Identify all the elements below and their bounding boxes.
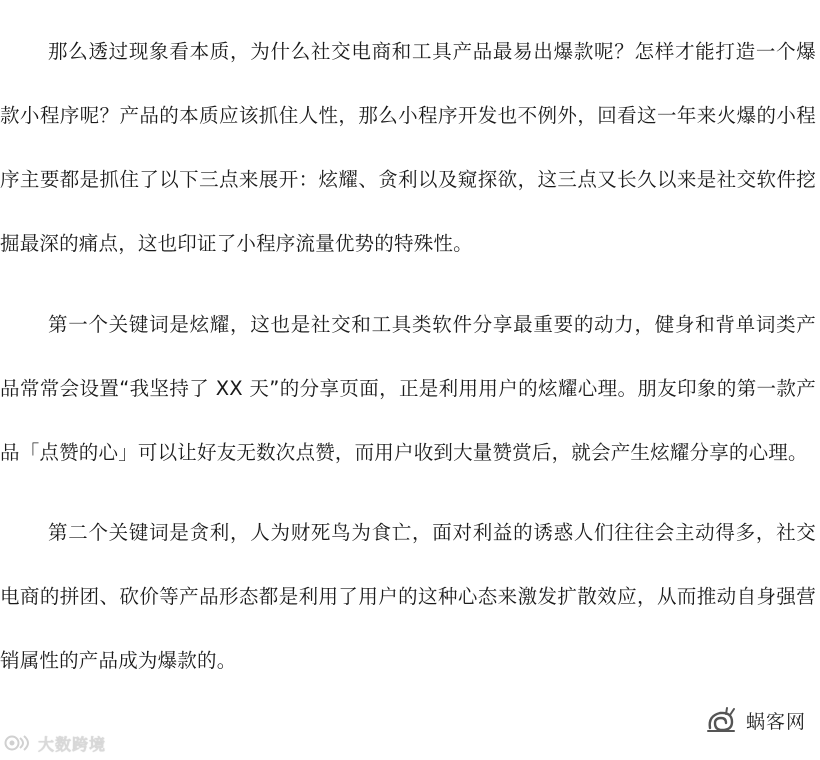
watermark-right-text: 蜗客网	[745, 710, 806, 733]
paragraph-1: 那么透过现象看本质，为什么社交电商和工具产品最易出爆款呢？怎样才能打造一个爆款小程序呢？产品的本质应该抓住人性，那么小程序开发也不例外，回看这一年来火爆的小程序主要都是抓住了以下三点来展开：炫耀、贪利以及窥探欲，这三点又长久以来是社交软件挖掘最深的痛点，这也印证了小程序流量优势的特殊性。	[0, 40, 816, 255]
watermark-right	[700, 700, 806, 740]
paragraph-3: 第二个关键词是贪利，人为财死鸟为食亡，面对利益的诱惑人们往往会主动得多，社交电商的拼团、砍价等产品形态都是利用了用户的这种心态来激发扩散效应，从而推动自身强营销属性的产品成为爆款的。	[0, 521, 816, 672]
kuajing-logo-icon	[4, 733, 34, 753]
snail-logo-icon	[706, 706, 738, 734]
paragraph-2: 第一个关键词是炫耀，这也是社交和工具类软件分享最重要的动力，健身和背单词类产品常常会设置“我坚持了 XX 天”的分享页面，正是利用用户的炫耀心理。朋友印象的第一款产品「点赞的心」可以让好友无数次点赞，而用户收到大量赞赏后，就会产生炫耀分享的心理。	[0, 313, 816, 464]
watermark-left	[4, 729, 106, 757]
article-body	[0, 20, 820, 715]
watermark-left-text: 大数跨境	[38, 734, 107, 754]
